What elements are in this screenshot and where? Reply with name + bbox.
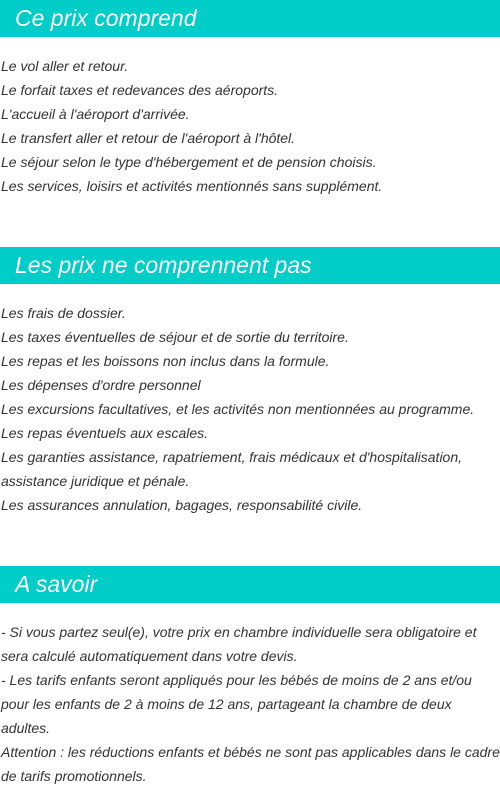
list-item: Les assurances annulation, bagages, responsabilité civile. [1, 497, 363, 513]
list-item: - Les tarifs enfants seront appliqués pour les bébés de moins de 2 ans et/ou pour les enfants de 2 à moins de 12 ans, partageant la chambre de deux adultes. [1, 672, 472, 736]
list-item: - Si vous partez seul(e), votre prix en chambre individuelle sera obligatoire et sera calculé automatiquement dans votre devis. [1, 624, 477, 664]
list-item: Les frais de dossier. [1, 305, 126, 321]
section-title: Les prix ne comprennent pas [0, 247, 500, 284]
section-price-includes [0, 0, 500, 198]
excluded-list [0, 301, 500, 517]
list-item: L'accueil à l'aéroport d'arrivée. [1, 106, 190, 122]
list-item: Le transfert aller et retour de l'aéroport à l'hôtel. [1, 130, 296, 146]
list-item: Attention : les réductions enfants et bébés ne sont pas applicables dans le cadre de tarifs promotionnels. [1, 744, 500, 784]
list-item: Les taxes éventuelles de séjour et de sortie du territoire. [1, 329, 349, 345]
list-item: Les excursions facultatives, et les activités non mentionnées au programme. [1, 401, 475, 417]
list-item: Les dépenses d'ordre personnel [1, 377, 201, 393]
section-good-to-know [0, 566, 500, 788]
section-price-excludes [0, 247, 500, 517]
list-item: Les repas et les boissons non inclus dans la formule. [1, 353, 330, 369]
list-item: Le séjour selon le type d'hébergement et de pension choisis. [1, 154, 377, 170]
list-item: Les services, loisirs et activités mentionnés sans supplément. [1, 178, 383, 194]
list-item: Les garanties assistance, rapatriement, frais médicaux et d'hospitalisation, assistance juridique et pénale. [1, 449, 463, 489]
section-title: A savoir [0, 566, 500, 603]
list-item: Le vol aller et retour. [1, 58, 129, 74]
list-item: Le forfait taxes et redevances des aéroports. [1, 82, 279, 98]
section-title: Ce prix comprend [0, 0, 500, 37]
included-list [0, 54, 500, 198]
list-item: Les repas éventuels aux escales. [1, 425, 209, 441]
